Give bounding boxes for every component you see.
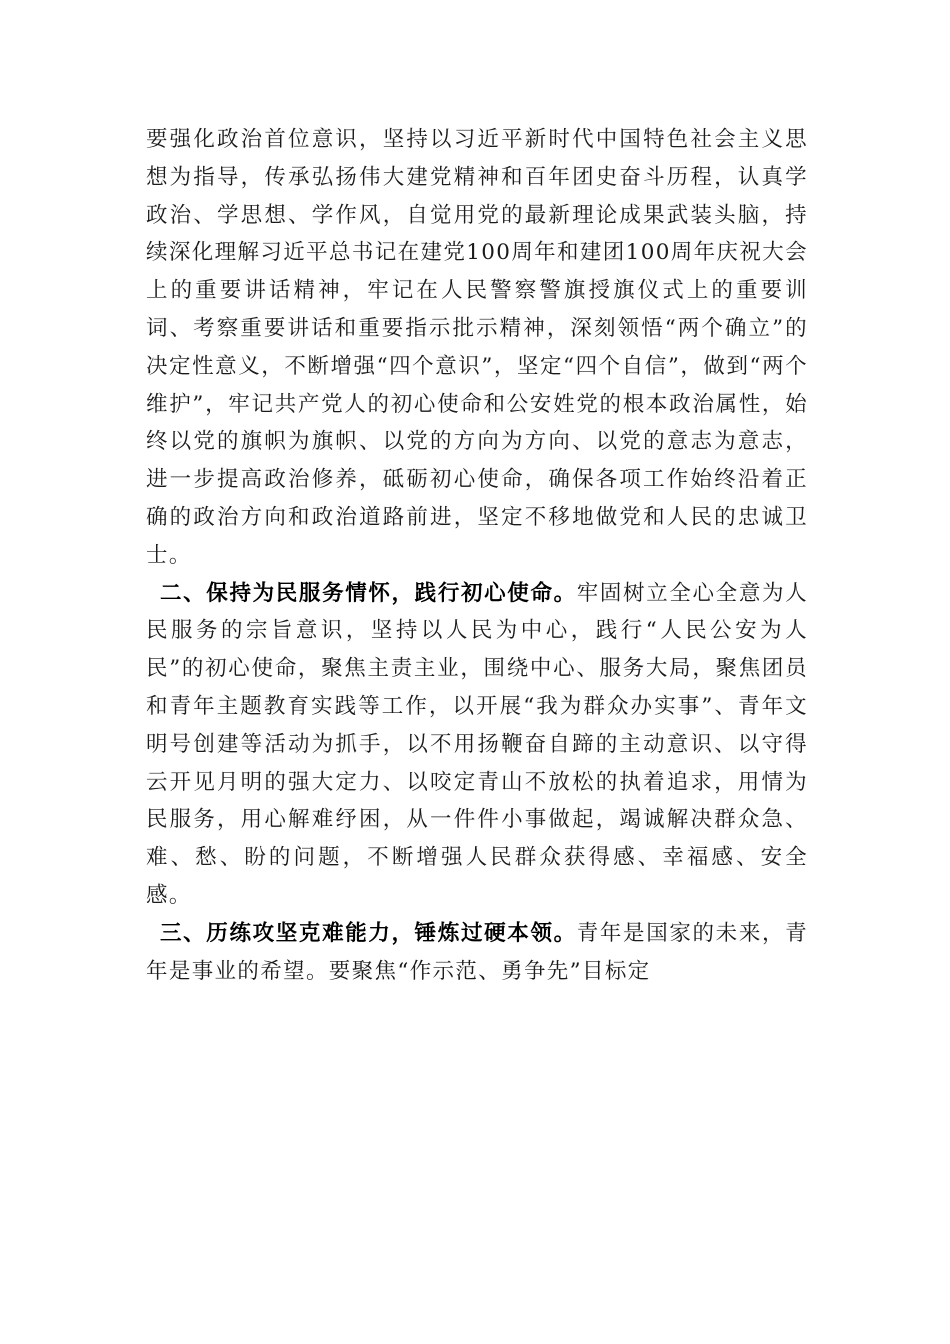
paragraph-overcome-difficulties: [146, 915, 808, 991]
paragraph-text: 牢固树立全心全意为人民服务的宗旨意识，坚持以人民为中心，践行“人民公安为人民”的初心使命，聚焦主责主业，围绕中心、服务大局，聚焦团员和青年主题教育实践等工作，以开展“我为群众办实事”、青年文明号创建等活动为抓手，以不用扬鞭奋自蹄的主动意识、以守得云开见月明的强大定力、以咬定青山不放松的执着追求，用情为民服务，用心解难纾困，从一件件小事做起，竭诚解决群众急、难、愁、盼的问题，不断增强人民群众获得感、幸福感、安全感。: [146, 580, 808, 908]
section-heading: 二、保持为民服务情怀，践行初心使命。: [160, 580, 577, 606]
paragraph-text: 要强化政治首位意识，坚持以习近平新时代中国特色社会主义思想为指导，传承弘扬伟大建党精神和百年团史奋斗历程，认真学政治、学思想、学作风，自觉用党的最新理论成果武装头脑，持续深化理解习近平总书记在建党100周年和建团100周年庆祝大会上的重要讲话精神，牢记在人民警察警旗授旗仪式上的重要训词、考察重要讲话和重要指示批示精神，深刻领悟“两个确立”的决定性意义，不断增强“四个意识”，坚定“四个自信”，做到“两个维护”，牢记共产党人的初心使命和公安姓党的根本政治属性，始终以党的旗帜为旗帜、以党的方向为方向、以党的意志为意志，进一步提高政治修养，砥砺初心使命，确保各项工作始终沿着正确的政治方向和政治道路前进，坚定不移地做党和人民的忠诚卫士。: [146, 127, 808, 568]
document-page: [146, 121, 808, 990]
paragraph-serve-people: [146, 575, 808, 915]
paragraph-text: 青年是国家的未来，青年是事业的希望。要聚焦“作示范、勇争先”目标定: [146, 920, 808, 984]
paragraph-political-awareness: [146, 121, 808, 575]
section-heading: 三、历练攻坚克难能力，锤炼过硬本领。: [160, 920, 577, 946]
